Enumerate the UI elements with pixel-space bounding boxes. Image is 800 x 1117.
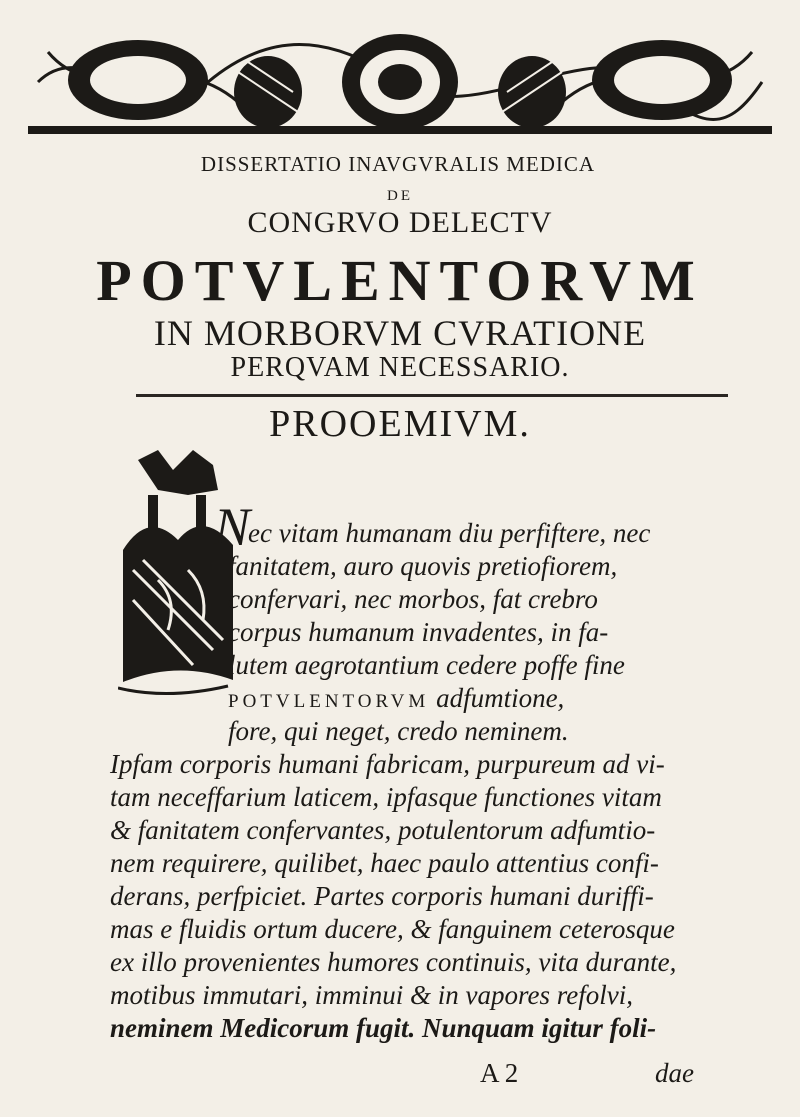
text-line: fore, qui neget, credo neminem. [228,716,569,746]
text-line: corpus humanum invadentes, in fa- [228,617,609,647]
title-line-1: CONGRVO DELECTV [247,206,553,239]
text-line: tam neceffarium laticem, ipfasque functiones vitam [110,782,662,812]
text-line: mas e fluidis ortum ducere, & fanguinem ceterosque [110,914,675,944]
smallcaps-word: POTVLENTORVM [228,691,430,712]
title-de: DE [387,188,413,204]
text-fragment: adfumtione, [436,683,565,713]
ornamental-headpiece [28,22,772,140]
text-line: nem requirere, quilibet, haec paulo attentius confi- [110,848,659,878]
text-line: ec vitam humanam diu perfiftere, nec [248,518,651,548]
signature-mark: A 2 [480,1058,519,1088]
text-line: fanitatem, auro quovis pretiofiorem, [228,551,618,581]
text-line: & fanitatem confervantes, potulentorum adfumtio- [110,815,656,845]
text-line: derans, perfpiciet. Partes corporis humani duriffi- [110,881,654,911]
title-line-4: PERQVAM NECESSARIO. [230,352,570,383]
section-heading: PROOEMIVM. [269,403,531,445]
text-line: Ipfam corporis humani fabricam, purpureum ad vi- [110,749,665,779]
text-line: neminem Medicorum fugit. Nunquam igitur foli- [110,1013,657,1043]
horizontal-rule [136,394,728,397]
text-line: lutem aegrotantium cedere poffe fine [228,650,625,680]
ornamental-initial-icon [118,450,236,700]
text-line: motibus immutari, imminui & in vapores refolvi, [110,980,633,1010]
text-line: confervari, nec morbos, fat crebro [228,584,598,614]
title-line-2: POTVLENTORVM [96,248,704,313]
catchword: dae [655,1058,694,1088]
title-line-3: IN MORBORVM CVRATIONE [153,313,647,353]
dissertation-heading: DISSERTATIO INAVGVRALIS MEDICA [200,152,596,176]
drop-cap: N [214,497,251,557]
text-line: ex illo provenientes humores continuis, vita durante, [110,947,677,977]
text-line [228,682,564,718]
